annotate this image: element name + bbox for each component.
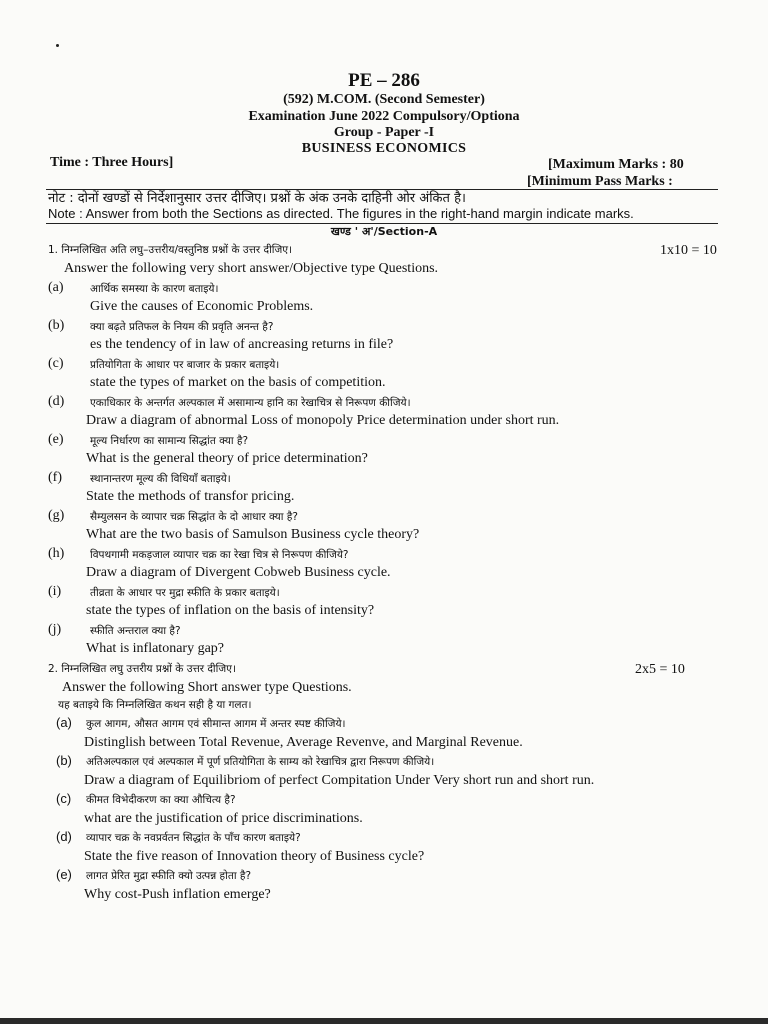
question-hindi: सैम्युलसन के व्यापार चक्र सिद्धांत के दो आधार क्या है? (90, 511, 298, 523)
item-label: (c) (48, 356, 64, 371)
item-label: (b) (56, 753, 72, 768)
item-label: (a) (48, 280, 64, 295)
question-hindi: आर्थिक समस्या के कारण बताइये। (90, 283, 219, 295)
question-english: Why cost-Push inflation emerge? (84, 887, 271, 902)
question-hindi: प्रतियोगिता के आधार पर बाजार के प्रकार बताइये। (90, 359, 280, 371)
q2-instruction-english: Answer the following Short answer type Questions. (62, 680, 352, 695)
course-title: (592) M.COM. (Second Semester) (283, 92, 485, 107)
question-hindi: व्यापार चक्र के नवप्रर्वतन सिद्धांत के पाँच कारण बताइये? (86, 832, 301, 844)
subject-title: BUSINESS ECONOMICS (301, 141, 467, 156)
note-hindi: नोट : दोनों खण्डों से निर्देशानुसार उत्तर दीजिए। प्रश्नों के अंक उनके दाहिनी ओर अंकित है। (48, 191, 466, 206)
item-label: (e) (48, 432, 64, 447)
question-english: Draw a diagram of abnormal Loss of monopoly Price determination under short run. (86, 413, 560, 428)
item-label: (g) (48, 508, 65, 523)
question-hindi: स्फीति अन्तराल क्या है? (90, 625, 181, 637)
question-english: Give the causes of Economic Problems. (90, 299, 314, 314)
q2-marks: 2x5 = 10 (635, 662, 685, 677)
question-hindi: लागत प्रेरित मुद्रा स्फीति क्यो उत्पन्न होता है? (86, 870, 252, 882)
question-english: what are the justification of price discriminations. (84, 811, 363, 826)
scan-bottom-edge (0, 1018, 768, 1024)
group-paper: Group - Paper -I (333, 125, 435, 140)
minimum-pass-marks: [Minimum Pass Marks : (527, 174, 673, 189)
item-label: (j) (48, 622, 62, 637)
maximum-marks: [Maximum Marks : 80 (548, 157, 684, 172)
question-english: Draw a diagram of Equilibriom of perfect Compitation Under Very short run and short run. (84, 773, 595, 788)
question-english: State the five reason of Innovation theory of Business cycle? (84, 849, 425, 864)
exam-title: Examination June 2022 Compulsory/Optiona (248, 109, 520, 124)
question-english: Draw a diagram of Divergent Cobweb Business cycle. (86, 565, 391, 580)
question-english: state the types of market on the basis of competition. (90, 375, 386, 390)
question-hindi: विपथगामी मकड़जाल व्यापार चक्र का रेखा चित्र से निरूपण कीजिये? (90, 549, 349, 561)
item-label: (h) (48, 546, 65, 561)
item-label: (i) (48, 584, 62, 599)
question-english: What is the general theory of price determination? (86, 451, 368, 466)
item-label: (d) (48, 394, 65, 409)
question-english: Distinglish between Total Revenue, Average Revenve, and Marginal Revenue. (84, 735, 523, 750)
q1-instruction-hindi: 1. निम्नलिखित अति लघु–उत्तरीय/वस्तुनिष्ठ प्रश्नों के उत्तर दीजिए। (48, 244, 293, 256)
question-hindi: कीमत विभेदीकरण का क्या औचित्य है? (86, 794, 236, 806)
question-hindi: क्या बढ़ते प्रतिफल के नियम की प्रवृति अनन्त है? (90, 321, 274, 333)
time-allowed: Time : Three Hours] (50, 155, 174, 170)
note-english: Note : Answer from both the Sections as directed. The figures in the right-hand margin indicate marks. (48, 206, 634, 221)
q1-marks: 1x10 = 10 (660, 243, 717, 258)
question-hindi: तीव्रता के आधार पर मुद्रा स्फीति के प्रकार बताइये। (90, 587, 280, 599)
question-hindi: मूल्य निर्धारण का सामान्य सिद्धांत क्या है? (90, 435, 249, 447)
section-a-title: खण्ड ' अ'/Section-A (330, 225, 438, 238)
question-english: State the methods of transfor pricing. (86, 489, 295, 504)
item-label: (b) (48, 318, 65, 333)
item-label: (d) (56, 829, 72, 844)
question-hindi: स्थानान्तरण मूल्य की विधियाँ बताइये। (90, 473, 231, 485)
item-label: (a) (56, 715, 72, 730)
item-label: (c) (56, 791, 72, 806)
paper-code: PE – 286 (348, 70, 420, 91)
q2-instruction-hindi-2: यह बताइये कि निम्नलिखित कथन सही है या गलत। (58, 699, 252, 711)
question-english: es the tendency of in law of ancreasing returns in file? (90, 337, 394, 352)
q2-instruction-hindi: 2. निम्नलिखित लघु उत्तरीय प्रश्नों के उत्तर दीजिए। (48, 663, 236, 675)
item-label: (f) (48, 470, 62, 485)
question-english: state the types of inflation on the basis of intensity? (86, 603, 375, 618)
question-hindi: कुल आगम, औसत आगम एवं सीमान्त आगम में अन्तर स्पष्ट कीजिये। (86, 718, 346, 730)
question-english: What is inflatonary gap? (86, 641, 225, 656)
q1-instruction-english: Answer the following very short answer/Objective type Questions. (64, 261, 439, 276)
question-hindi: अतिअल्पकाल एवं अल्पकाल में पूर्ण प्रतियोगिता के साम्य को रेखाचित्र द्वारा निरूपण कीजिये। (86, 756, 435, 768)
question-english: What are the two basis of Samulson Business cycle theory? (86, 527, 420, 542)
scan-mark (56, 44, 59, 47)
item-label: (e) (56, 867, 72, 882)
question-hindi: एकाधिकार के अन्तर्गत अल्पकाल में असामान्य हानि का रेखाचित्र से निरूपण कीजिये। (90, 397, 411, 409)
